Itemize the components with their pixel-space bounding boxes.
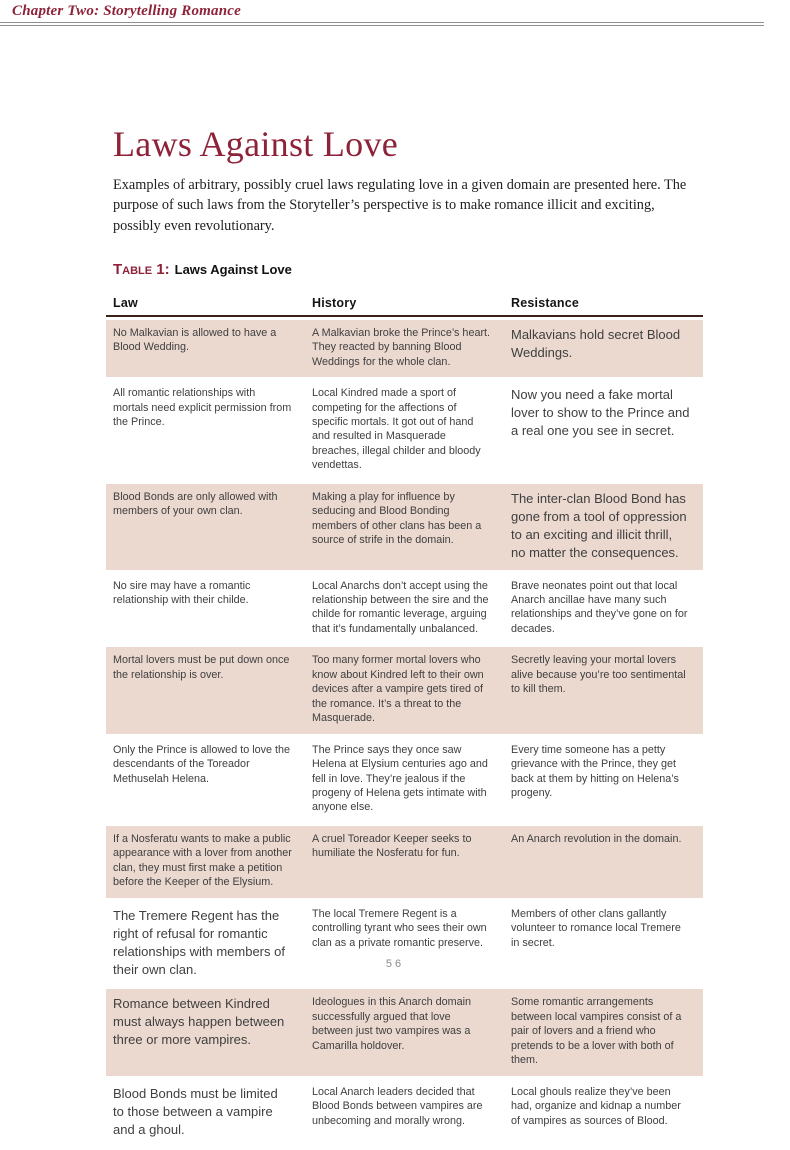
history-cell: Local Kindred made a sport of competing for the affections of specific mortals. It got out of hand and resulted in Masquerade breaches, illegal childer and bloody vendettas.: [312, 387, 481, 472]
table-header-row: [106, 296, 703, 317]
resistance-cell: Local ghouls realize they’ve been had, organize and kidnap a number of vampires as sources of Blood.: [511, 1085, 681, 1127]
table-row: [106, 737, 703, 823]
history-cell: A Malkavian broke the Prince’s heart. They reacted by banning Blood Weddings for the whole clan.: [305, 320, 504, 377]
laws-against-love-table: [106, 293, 703, 1150]
page-title: Laws Against Love: [113, 124, 399, 164]
chapter-header: Chapter Two: Storytelling Romance: [12, 3, 241, 19]
resistance-cell: Now you need a fake mortal lover to show to the Prince and a real one you see in secret.: [511, 387, 690, 438]
history-cell: Making a play for influence by seducing and Blood Bonding members of other clans has been a source of strife in the domain.: [305, 484, 504, 570]
law-cell: Only the Prince is allowed to love the descendants of the Toreador Methuselah Helena.: [113, 743, 291, 785]
history-cell: Local Anarch leaders decided that Blood Bonds between vampires are unbecoming and morally wrong.: [312, 1085, 483, 1127]
table-row: [106, 989, 703, 1075]
resistance-cell: The inter-clan Blood Bond has gone from a tool of oppression to an exciting and illicit thrill, no matter the consequences.: [504, 484, 703, 570]
table-row: [106, 647, 703, 733]
column-header-resistance: Resistance: [504, 296, 703, 317]
law-cell: No sire may have a romantic relationship with their childe.: [113, 579, 251, 607]
table-caption: Laws Against Love: [174, 261, 292, 277]
law-cell: All romantic relationships with mortals need explicit permission from the Prince.: [113, 387, 292, 429]
history-cell: Local Anarchs don’t accept using the relationship between the sire and the childe for romantic leverage, arguing that it’s fundamentally unbalanced.: [312, 579, 489, 635]
resistance-cell: Brave neonates point out that local Anarch ancillae have many such relationships and they’ve gone on for decades.: [511, 579, 688, 635]
table-row: [106, 901, 703, 987]
resistance-cell: Some romantic arrangements between local vampires consist of a pair of lovers and a friend who pretends to be a lover with both of them.: [504, 989, 703, 1075]
table-label: Table 1:: [113, 260, 170, 278]
resistance-cell: Members of other clans gallantly volunteer to romance local Tremere in secret.: [511, 907, 681, 949]
page-number: 56: [385, 958, 405, 970]
law-cell: Blood Bonds are only allowed with members of your own clan.: [106, 484, 305, 570]
resistance-cell: An Anarch revolution in the domain.: [504, 826, 703, 898]
resistance-cell: Every time someone has a petty grievance with the Prince, they get back at them by hitting on Helena’s progeny.: [511, 743, 679, 800]
history-cell: The Prince says they once saw Helena at Elysium centuries ago and fell in love. They’re jealous if the progeny of Helena gets intimate with anyone else.: [312, 743, 488, 814]
header-double-rule: [0, 22, 764, 26]
law-cell: The Tremere Regent has the right of refusal for romantic relationships with members of their own clan.: [113, 907, 285, 977]
intro-paragraph: Examples of arbitrary, possibly cruel laws regulating love in a given domain are presented here. The purpose of such laws from the Storyteller’s perspective is to make romance illicit and exciting, possibly even revolutionary.: [113, 176, 687, 235]
column-header-law: Law: [106, 296, 305, 317]
table-heading: [113, 261, 703, 278]
main-content: [106, 125, 703, 1150]
table-row: [106, 484, 703, 570]
law-cell: Romance between Kindred must always happen between three or more vampires.: [106, 989, 305, 1075]
law-cell: No Malkavian is allowed to have a Blood Wedding.: [106, 320, 305, 377]
law-cell: Mortal lovers must be put down once the relationship is over.: [106, 647, 305, 733]
history-cell: The local Tremere Regent is a controlling tyrant who sees their own clan as a private romantic preserve.: [312, 907, 487, 949]
table-row: [106, 380, 703, 481]
law-cell: Blood Bonds must be limited to those between a vampire and a ghoul.: [113, 1085, 278, 1137]
resistance-cell: Malkavians hold secret Blood Weddings.: [504, 320, 703, 377]
law-cell: If a Nosferatu wants to make a public appearance with a lover from another clan, they must first make a petition before the Keeper of the Elysium.: [106, 826, 305, 898]
history-cell: Too many former mortal lovers who know about Kindred left to their own devices after a vampire gets tired of the romance. It’s a threat to the Masquerade.: [305, 647, 504, 733]
table-row: [106, 573, 703, 645]
resistance-cell: Secretly leaving your mortal lovers alive because you’re too sentimental to kill them.: [504, 647, 703, 733]
history-cell: A cruel Toreador Keeper seeks to humiliate the Nosferatu for fun.: [305, 826, 504, 898]
table-row: [106, 320, 703, 377]
table-row: [106, 826, 703, 898]
history-cell: Ideologues in this Anarch domain successfully argued that love between just two vampires was a Camarilla holdover.: [305, 989, 504, 1075]
table-row: [106, 1079, 703, 1147]
column-header-history: History: [305, 296, 504, 317]
